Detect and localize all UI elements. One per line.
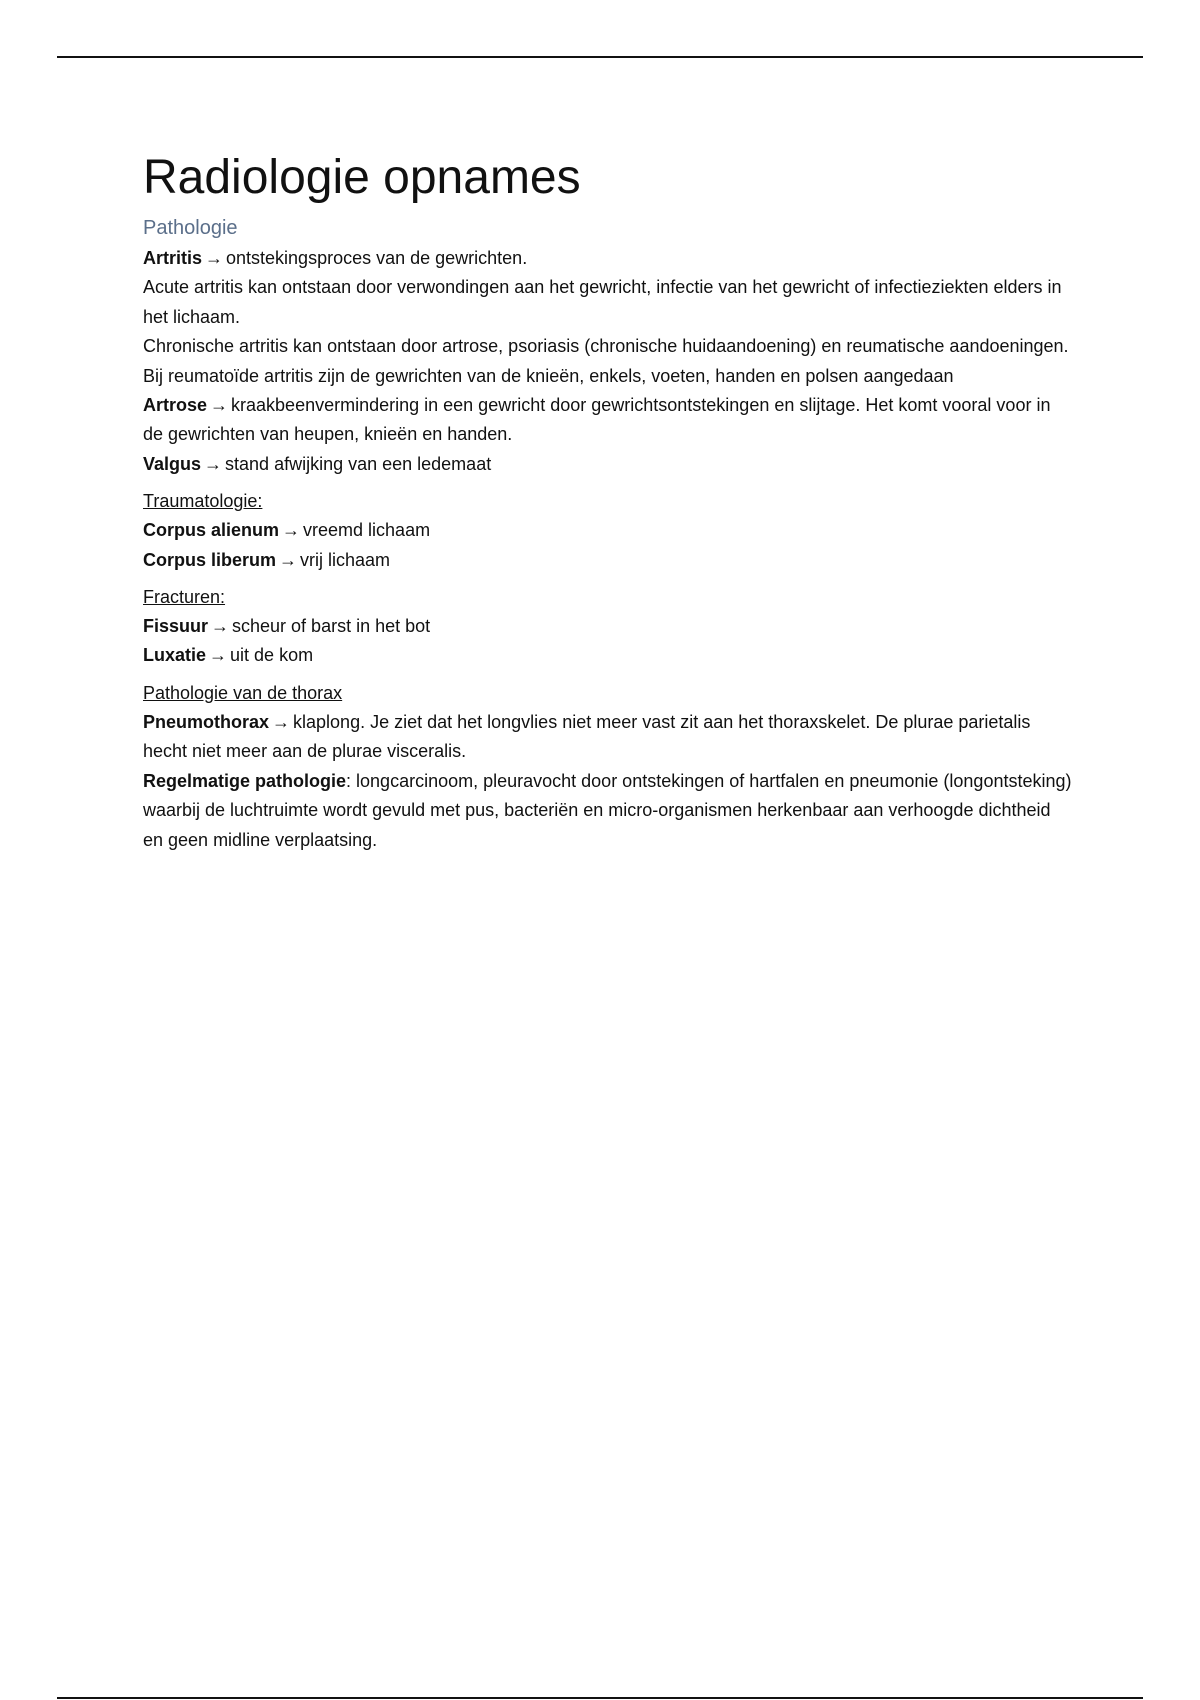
reumatoide-artritis-text: Bij reumatoïde artritis zijn de gewrichten van de knieën, enkels, voeten, handen en polsen aangedaan xyxy=(143,365,954,386)
arrow-icon: → xyxy=(205,248,224,268)
artritis-term: Artritis xyxy=(143,248,203,268)
regelmatige-pathologie-entry xyxy=(143,767,1073,855)
luxatie-entry xyxy=(143,641,1073,670)
arrow-icon: → xyxy=(211,616,230,637)
arrow-icon: → xyxy=(204,453,223,474)
arrow-icon: → xyxy=(210,395,229,416)
artritis-entry xyxy=(143,244,1073,273)
traumatologie-heading: Traumatologie: xyxy=(143,491,263,512)
valgus-entry xyxy=(143,450,1073,479)
regelmatige-pathologie-definition: : longcarcinoom, pleuravocht door ontstekingen of hartfalen en pneumonie (longontsteking) waarbij de luchtruimte wordt gevuld met pus, bacteriën en micro-organismen herkenbaar aan verhoogde dichtheid en geen midline verplaatsing. xyxy=(143,770,1072,850)
thorax-heading: Pathologie van de thorax xyxy=(143,682,343,703)
page-title: Radiologie opnames xyxy=(143,151,581,204)
footer-rule xyxy=(57,1697,1143,1699)
pneumothorax-definition: klaplong. Je ziet dat het longvlies niet meer vast zit aan het thoraxskelet. De plurae parietalis hecht niet meer aan de plurae visceralis. xyxy=(143,711,1031,762)
section-fracturen xyxy=(143,583,1073,671)
corpus-liberum-term: Corpus liberum xyxy=(143,549,277,570)
pneumothorax-entry xyxy=(143,708,1073,767)
valgus-term: Valgus xyxy=(143,453,202,474)
arrow-icon: → xyxy=(279,549,298,570)
luxatie-definition: uit de kom xyxy=(230,645,314,666)
corpus-liberum-entry xyxy=(143,546,1073,575)
pneumothorax-term: Pneumothorax xyxy=(143,711,270,732)
chronische-artritis-text: Chronische artritis kan ontstaan door artrose, psoriasis (chronische huidaandoening) en reumatische aandoeningen. xyxy=(143,336,1069,357)
section-pathologie xyxy=(143,244,1073,479)
artritis-definition: ontstekingsproces van de gewrichten. xyxy=(226,248,528,268)
header-rule xyxy=(57,56,1143,58)
luxatie-term: Luxatie xyxy=(143,645,207,666)
arrow-icon: → xyxy=(282,520,301,541)
section-thorax xyxy=(143,679,1073,855)
section-traumatologie xyxy=(143,487,1073,575)
valgus-definition: stand afwijking van een ledemaat xyxy=(225,453,492,474)
artrose-term: Artrose xyxy=(143,395,208,416)
arrow-icon: → xyxy=(272,711,291,732)
regelmatige-pathologie-term: Regelmatige pathologie xyxy=(143,770,347,791)
fracturen-heading: Fracturen: xyxy=(143,587,226,608)
page-subtitle: Pathologie xyxy=(143,217,238,239)
corpus-liberum-definition: vrij lichaam xyxy=(300,549,391,570)
document-body xyxy=(143,148,1073,855)
artrose-entry xyxy=(143,391,1073,450)
arrow-icon: → xyxy=(209,645,228,666)
corpus-alienum-entry xyxy=(143,516,1073,545)
corpus-alienum-definition: vreemd lichaam xyxy=(303,520,431,541)
corpus-alienum-term: Corpus alienum xyxy=(143,520,280,541)
fissuur-term: Fissuur xyxy=(143,616,209,637)
artrose-definition: kraakbeenvermindering in een gewricht door gewrichtsontstekingen en slijtage. Het komt vooral voor in de gewrichten van heupen, knieën en handen. xyxy=(143,395,1051,445)
acute-artritis-text: Acute artritis kan ontstaan door verwondingen aan het gewricht, infectie van het gewricht of infectieziekten elders in het lichaam. xyxy=(143,277,1062,327)
fissuur-definition: scheur of barst in het bot xyxy=(232,616,431,637)
fissuur-entry xyxy=(143,612,1073,641)
